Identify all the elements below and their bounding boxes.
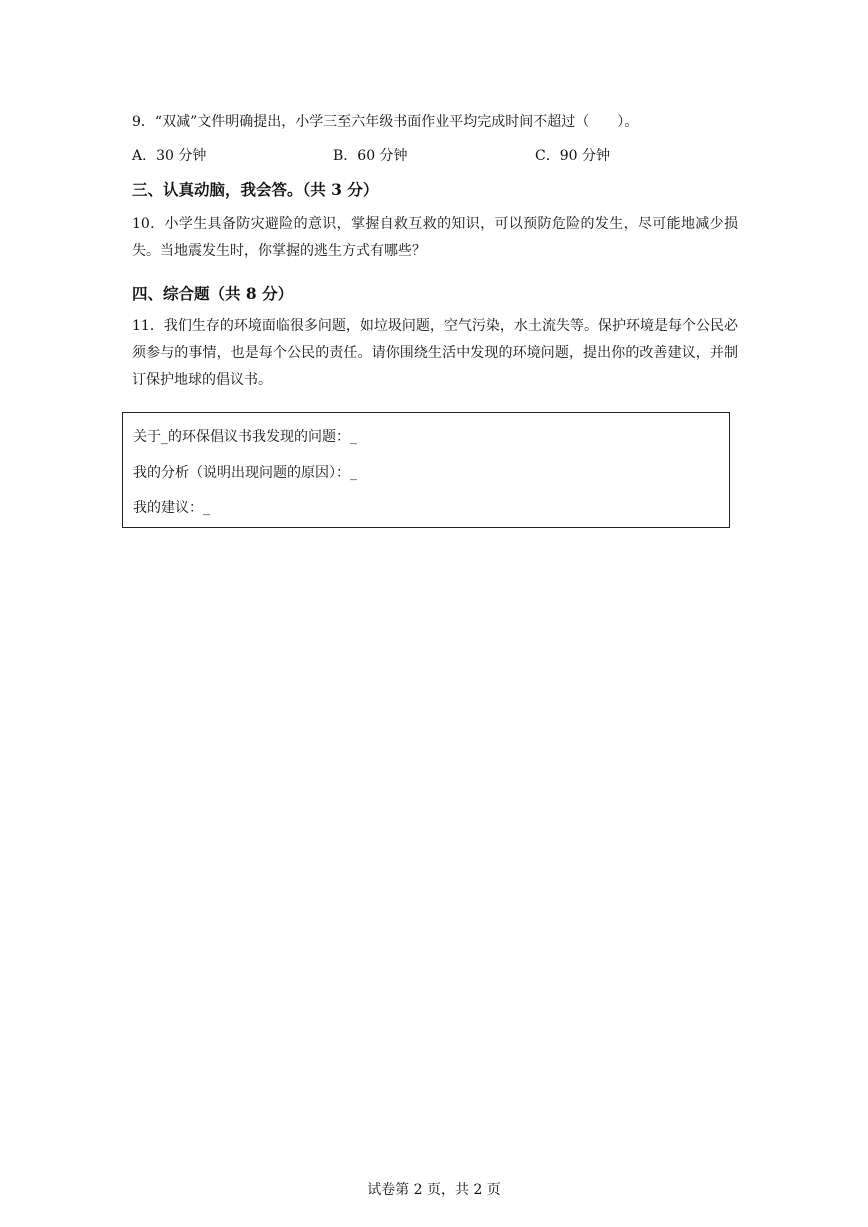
answer-box	[122, 412, 730, 528]
question-11-text: 11．我们生存的环境面临很多问题，如垃圾问题，空气污染，水土流失等。保护环境是每个公民必须参与的事情，也是每个公民的责任。请你围绕生活中发现的环境问题，提出你的改善建议，并制订保护地球的倡议书。	[132, 318, 738, 388]
section-4-heading: 四、综合题（共 8 分）	[132, 284, 294, 303]
answer-box-line-analysis: 我的分析（说明出现问题的原因）：_	[133, 465, 357, 481]
question-9-stem: 9．“双减”文件明确提出，小学三至六年级书面作业平均完成时间不超过（ ）。	[132, 114, 639, 130]
question-10-text: 10．小学生具备防灾避险的意识，掌握自救互救的知识，可以预防危险的发生，尽可能地减少损失。当地震发生时，你掌握的逃生方式有哪些？	[132, 216, 738, 259]
page-footer: 试卷第 2 页，共 2 页	[367, 1182, 501, 1198]
section-3-heading: 三、认真动脑，我会答。（共 3 分）	[132, 180, 379, 199]
question-9-option-b: B．60 分钟	[333, 148, 408, 164]
question-9-option-a: A．30 分钟	[132, 148, 207, 164]
answer-box-line-suggestion: 我的建议：_	[133, 500, 210, 516]
answer-box-line-topic: 关于_的环保倡议书我发现的问题：_	[133, 429, 357, 445]
question-9-option-c: C．90 分钟	[535, 148, 610, 164]
